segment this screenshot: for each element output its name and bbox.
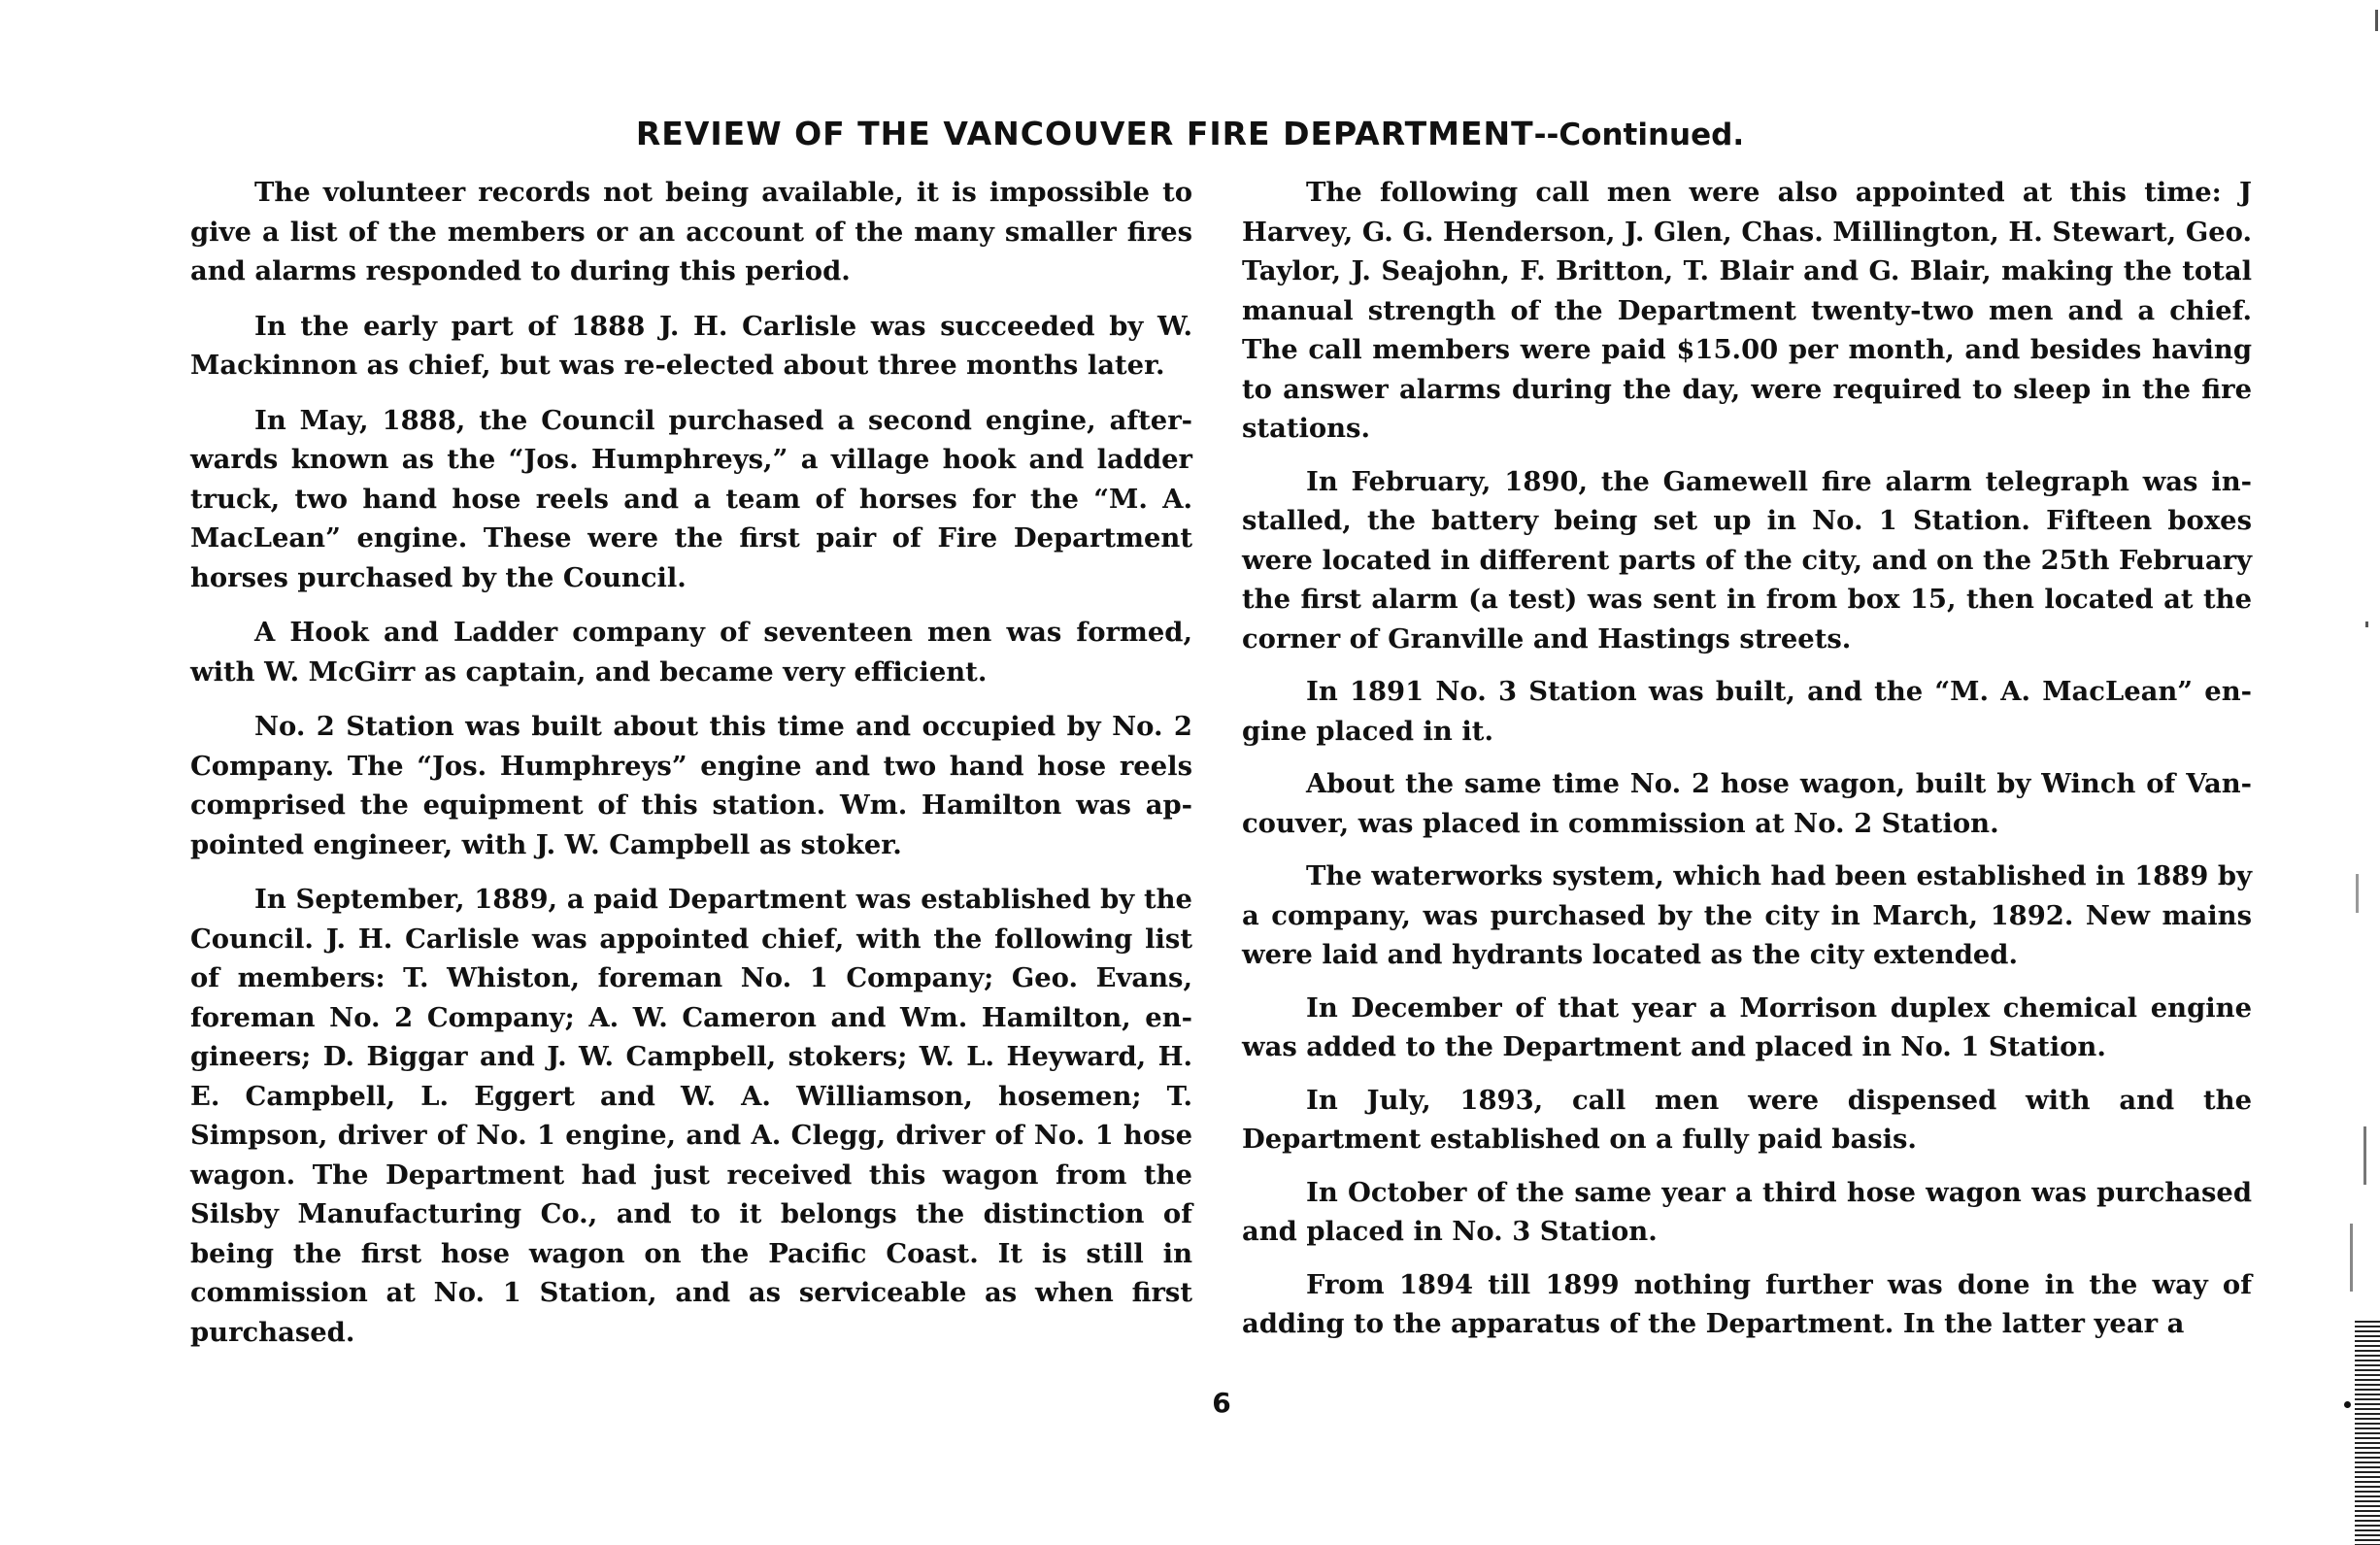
scan-edge-tick	[2350, 1224, 2353, 1292]
scan-dot	[2344, 1401, 2351, 1408]
paragraph: The volunteer records not being available, it is impossible to give a list of the members or an account of the many smaller fires and alarms responded to during this period.	[190, 177, 1192, 286]
paragraph: No. 2 Station was built about this time and occupied by No. 2 Company. The “Jos. Humphreys” engine and two hand hose reels comprised the equipment of this station. Wm. Hamilton was appointed engineer, with J. W. Campbell as stoker.	[190, 711, 1192, 860]
paragraph: In 1891 No. 3 Station was built, and the “M. A. MacLean” engine placed in it.	[1242, 676, 2252, 747]
paragraph: In February, 1890, the Gamewell fire alarm telegraph was installed, the battery being set up in No. 1 Station. Fifteen boxes were located in different parts of the city, and on the 25th February the first alarm (a test) was sent in from box 15, then located at the corner of Granville and Hastings streets.	[1242, 465, 2252, 655]
paragraph: In December of that year a Morrison duplex chemical engine was added to the Department and placed in No. 1 Station.	[1242, 991, 2252, 1062]
paragraph: About the same time No. 2 hose wagon, built by Winch of Vancouver, was placed in commission at No. 2 Station.	[1242, 768, 2252, 839]
paragraph: The following call men were also appointed at this time: J Harvey, G. G. Henderson, J. Glen, Chas. Millington, H. Stewart, Geo. Taylor, J. Seajohn, F. Britton, T. Blair and G. Blair, making the total manual strength of the Department twenty-two men and a chief. The call members were paid $15.00 per month, and besides having to answer alarms during the day, were required to sleep in the fire stations.	[1242, 177, 2252, 444]
scan-edge-bar	[2355, 1321, 2380, 1545]
paragraph: In May, 1888, the Council purchased a second engine, afterwards known as the “Jos. Humphreys,” a village hook and ladder truck, two hand hose reels and a team of horses for the “M. A. MacLean” engine. These were the first pair of Fire Department horses purchased by the Council.	[190, 404, 1192, 593]
scan-edge-tick	[2375, 10, 2378, 31]
scan-edge-tick	[2365, 621, 2368, 627]
paragraph: In July, 1893, call men were dispensed with and the Department established on a fully paid basis.	[1242, 1084, 2252, 1155]
page-title-main: REVIEW OF THE VANCOUVER FIRE DEPARTMENT	[635, 115, 1534, 152]
paragraph: In September, 1889, a paid Department was established by the Council. J. H. Carlisle was appointed chief, with the following list of members: T. Whiston, foreman No. 1 Company; Geo. Evans, foreman No. 2 Company; A. W. Cameron and Wm. Hamilton, engineers; D. Biggar and J. W. Campbell, stokers; W. L. Heyward, H. E. Campbell, L. Eggert and W. A. Williamson, hosemen; T. Simpson, driver of No. 1 engine, and A. Clegg, driver of No. 1 hose wagon. The Department had just received this wagon from the Silsby Manufacturing Co., and to it belongs the distinction of being the first hose wagon on the Pacific Coast. It is still in commission at No. 1 Station, and as serviceable as when first purchased.	[190, 884, 1192, 1348]
paragraph: The waterworks system, which had been established in 1889 by a company, was purchased by the city in March, 1892. New mains were laid and hydrants located as the city extended.	[1242, 860, 2252, 970]
page-title	[0, 115, 2380, 152]
paragraph: In the early part of 1888 J. H. Carlisle was succeeded by W. Mackinnon as chief, but was re-elected about three months later.	[190, 310, 1192, 381]
scan-edge-tick	[2363, 1126, 2366, 1185]
page-title-continued: --Continued.	[1533, 118, 1745, 152]
paragraph: In October of the same year a third hose wagon was purchased and placed in No. 3 Station.	[1242, 1176, 2252, 1247]
page-number: 6	[1212, 1387, 1231, 1419]
scan-edge-tick	[2356, 874, 2359, 913]
left-column	[190, 173, 1192, 1367]
scan-edge-marks	[2341, 0, 2380, 1545]
paragraph: A Hook and Ladder company of seventeen men was formed, with W. McGirr as captain, and became very efficient.	[190, 617, 1192, 688]
paragraph: From 1894 till 1899 nothing further was done in the way of adding to the apparatus of the Department. In the latter year a	[1242, 1268, 2252, 1339]
right-column	[1242, 173, 2252, 1358]
